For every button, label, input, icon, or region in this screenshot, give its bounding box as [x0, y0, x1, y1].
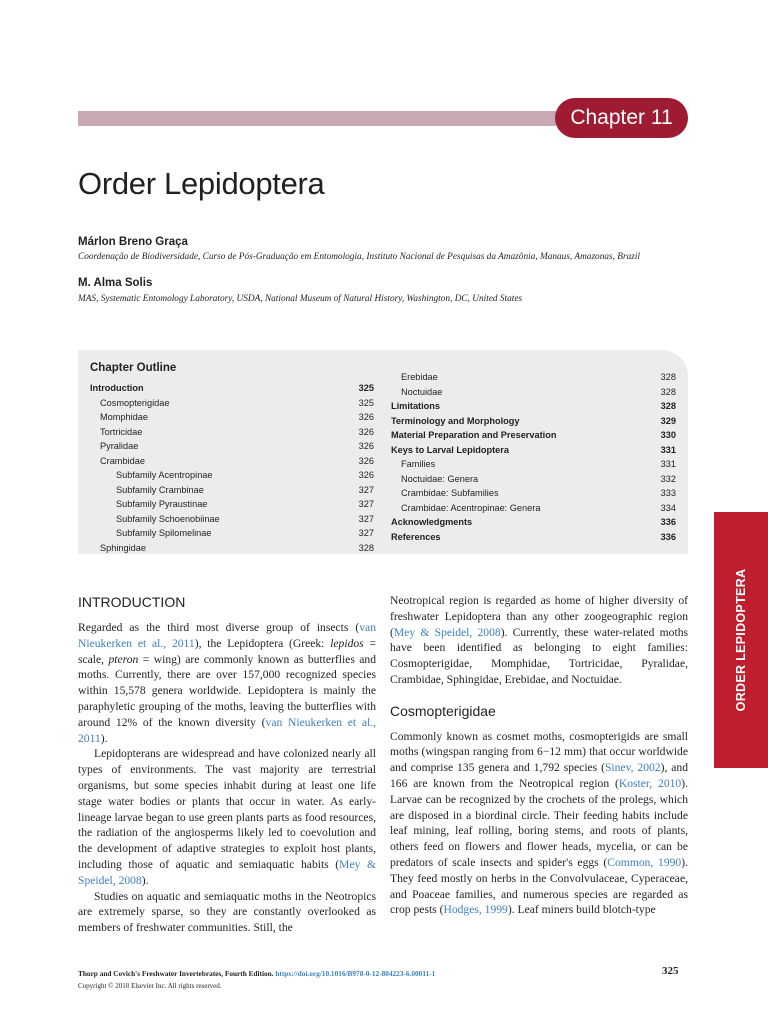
outline-entry-label: Cosmopterigidae [100, 397, 170, 408]
author-affiliation-1: Coordenação de Biodiversidade, Curso de Pós-Graduação em Entomologia, Instituto Nacional de Pesquisas da Amazônia, Manaus, Amazonas, Brazil [78, 252, 641, 262]
outline-entry-page: 327 [358, 484, 374, 495]
outline-entry-label: Crambidae [100, 455, 145, 466]
side-tab-label: ORDER LEPIDOPTERA [734, 568, 748, 712]
author-name-1: Márlon Breno Graça [78, 236, 188, 248]
citation-link[interactable]: Hodges, 1999 [443, 903, 508, 917]
outline-entry[interactable] [391, 399, 676, 414]
outline-entry-label: Noctuidae: Genera [401, 473, 479, 484]
outline-entry-page: 336 [660, 531, 676, 542]
outline-entry-label: Subfamily Acentropinae [116, 470, 213, 480]
citation-link[interactable]: van Nieukerken et al., 2011 [78, 715, 377, 745]
author-name-2: M. Alma Solis [78, 277, 153, 289]
outline-entry-label: Material Preparation and Preservation [391, 430, 557, 440]
outline-entry-label: Families [401, 459, 436, 469]
outline-entry-label: Pyralidae [100, 441, 139, 451]
outline-column-left [90, 381, 374, 555]
outline-entry-label: Sphingidae [100, 542, 146, 553]
outline-entry-label: Keys to Larval Lepidoptera [391, 444, 509, 455]
outline-entry[interactable] [90, 381, 374, 396]
outline-entry-page: 332 [660, 473, 676, 484]
outline-entry-label: Acknowledgments [391, 517, 473, 527]
outline-entry[interactable] [391, 515, 676, 530]
intro-paragraph-1: Regarded as the third most diverse group of insects (van Nieukerken et al., 2011), the Lepidoptera (Greek: lepidos = scale, pteron = wing) are commonly known as butterflies and moths. Currently, there are over 157,000 recognized species within 15,578 genera worldwide. Lepidoptera is mainly the paraphyletic grouping of the moths, leaving the butterflies with around 12% of the known diversity (van Nieukerken et al., 2011). [78, 621, 377, 745]
outline-entry-page: 326 [358, 412, 374, 422]
footer-book-title: Thorp and Covich's Freshwater Invertebrates, Fourth Edition. [78, 969, 274, 978]
outline-entry-page: 333 [660, 488, 676, 498]
outline-entry[interactable] [90, 497, 374, 512]
outline-entry[interactable] [90, 454, 374, 469]
outline-entry-label: Introduction [90, 383, 144, 393]
footer-citation [78, 969, 435, 978]
italic-term: lepidos [330, 636, 364, 650]
outline-entry[interactable] [90, 439, 374, 454]
outline-entry-label: Momphidae [100, 412, 149, 422]
outline-entry[interactable] [391, 501, 676, 516]
outline-entry-label: Noctuidae [401, 386, 443, 397]
italic-term: pteron [108, 652, 139, 666]
intro-paragraph-3-continued: Neotropical region is regarded as home of higher diversity of freshwater Lepidoptera than any other zoogeographic region (Mey & Speidel, 2008). Currently, these water-related moths have been identified as belonging to eight families: Cosmopterigidae, Momphidae, Tortricidae, Pyralidae, Crambidae, Sphingidae, Erebidae, and Noctuidae. [390, 594, 689, 686]
citation-link[interactable]: Mey & Speidel, 2008 [393, 625, 501, 639]
outline-entry[interactable] [90, 468, 374, 483]
outline-entry-label: Subfamily Crambinae [116, 484, 204, 495]
outline-entry[interactable] [391, 530, 676, 545]
citation-link[interactable]: Koster, 2010 [618, 776, 682, 790]
page-title: Order Lepidoptera [78, 166, 325, 201]
outline-entry[interactable] [391, 370, 676, 385]
outline-entry-label: Subfamily Schoenobiinae [116, 513, 220, 524]
outline-entry-page: 326 [358, 470, 374, 480]
outline-entry-page: 328 [660, 386, 676, 397]
introduction-heading: INTRODUCTION [78, 594, 186, 610]
outline-entry-label: Subfamily Spilomelinae [116, 528, 212, 538]
citation-link[interactable]: Common, 1990 [607, 855, 682, 869]
outline-entry-label: Limitations [391, 401, 441, 411]
outline-entry[interactable] [90, 483, 374, 498]
chapter-badge: Chapter 11 [555, 98, 688, 138]
outline-entry[interactable] [391, 414, 676, 429]
outline-entry[interactable] [90, 541, 374, 556]
outline-entry[interactable] [391, 486, 676, 501]
outline-entry-page: 328 [358, 542, 374, 553]
outline-entry-page: 326 [358, 426, 374, 437]
outline-entry-page: 331 [660, 459, 676, 469]
cosmopterigidae-paragraph: Commonly known as cosmet moths, cosmopterigids are small moths (wingspan ranging from 6−12 mm) that occur worldwide and comprise 135 genera and 1,792 species (Sinev, 2002), and 166 are known from the Neotropical region (Koster, 2010). Larvae can be recognized by the crochets of the prolegs, which are disposed in a biordinal circle. Their feeding habits include leaf mining, leaf rolling, boring stems, and roots of plants, others feed on flowers and flower heads, mycelia, or can be predators of scale insects and spider's eggs (Common, 1990). They feed mostly on herbs in the Convolvulaceae, Cyperaceae, and Poaceae families, and numerous species are regarded as crop pests (Hodges, 1999). Leaf miners build blotch-type [390, 729, 688, 917]
outline-entry-label: Crambidae: Acentropinae: Genera [401, 502, 541, 513]
outline-entry[interactable] [90, 425, 374, 440]
outline-entry[interactable] [391, 472, 676, 487]
citation-link[interactable]: van Nieukerken et al., 2011 [78, 621, 376, 650]
outline-entry[interactable] [90, 410, 374, 425]
outline-entry-page: 326 [358, 441, 374, 451]
intro-paragraph-2: Lepidopterans are widespread and have colonized nearly all types of environments. The vast majority are terrestrial organisms, but some species inhabit during at least one life stage water bodies or plants that occur in water. As early-lineage larvae began to use green plants parts as food resources, the radiation of the angiosperms likely led to coevolution and the development of adaptive strategies to exploit host plants, including those of aquatic and semiaquatic habits (Mey & Speidel, 2008). [78, 747, 376, 887]
outline-entry-label: Erebidae [401, 372, 438, 382]
outline-entry-page: 327 [358, 528, 374, 538]
page-number: 325 [662, 965, 679, 977]
text-column-right [390, 593, 688, 918]
outline-entry[interactable] [90, 512, 374, 527]
outline-entry-label: References [391, 531, 441, 542]
outline-entry[interactable] [391, 385, 676, 400]
outline-entry-label: Tortricidae [100, 426, 143, 437]
outline-entry-page: 326 [358, 455, 374, 466]
outline-entry[interactable] [391, 428, 676, 443]
outline-entry[interactable] [90, 396, 374, 411]
outline-entry-page: 336 [660, 517, 676, 527]
intro-paragraph-3: Studies on aquatic and semiaquatic moths in the Neotropics are extremely sparse, so they are constantly overlooked as members of freshwater communities. Still, the [78, 889, 376, 935]
citation-link[interactable]: Mey & Speidel, 2008 [78, 857, 376, 887]
outline-entry-page: 325 [358, 397, 374, 408]
footer-doi-link[interactable]: https://doi.org/10.1016/B978-0-12-804223-6.00011-1 [275, 969, 436, 978]
outline-entry-page: 329 [660, 415, 676, 426]
outline-entry[interactable] [90, 526, 374, 541]
chapter-outline-heading: Chapter Outline [90, 362, 177, 374]
citation-link[interactable]: Sinev, 2002 [604, 761, 661, 775]
outline-entry-label: Crambidae: Subfamilies [401, 488, 499, 498]
outline-entry-page: 327 [358, 513, 374, 524]
outline-entry-page: 325 [358, 383, 374, 393]
cosmopterigidae-heading: Cosmopterigidae [390, 702, 496, 719]
outline-entry-label: Subfamily Pyraustinae [116, 499, 208, 509]
outline-entry-page: 328 [660, 401, 676, 411]
outline-entry-page: 334 [660, 502, 676, 513]
outline-entry-label: Terminology and Morphology [391, 415, 520, 426]
footer-copyright: Copyright © 2018 Elsevier Inc. All rights reserved. [78, 982, 222, 990]
outline-entry[interactable] [391, 443, 676, 458]
outline-entry-page: 331 [660, 444, 676, 455]
section-side-tab [714, 512, 768, 768]
outline-entry-page: 328 [660, 372, 676, 382]
outline-entry[interactable] [391, 457, 676, 472]
outline-column-right [391, 370, 676, 544]
chapter-header-bar [78, 111, 556, 126]
outline-entry-page: 327 [358, 499, 374, 509]
chapter-outline [78, 350, 688, 554]
text-column-left [78, 620, 376, 936]
outline-entry-page: 330 [660, 430, 676, 440]
author-affiliation-2: MAS, Systematic Entomology Laboratory, USDA, National Museum of Natural History, Washington, DC, United States [78, 294, 523, 304]
